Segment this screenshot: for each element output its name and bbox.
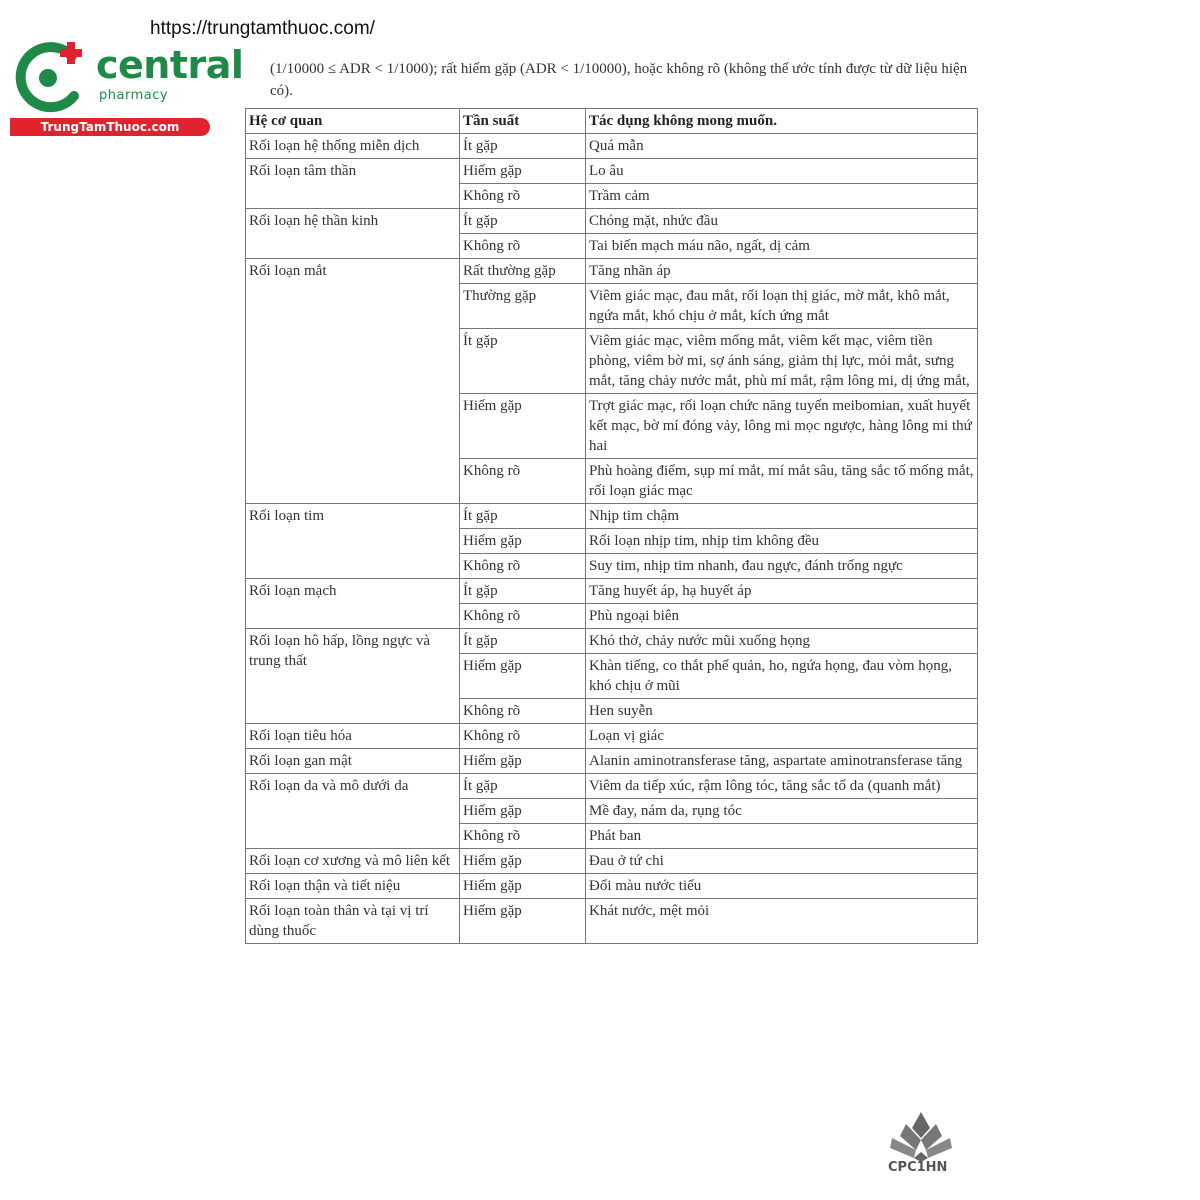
- table-row: [246, 849, 978, 874]
- table-body: [246, 134, 978, 944]
- intro-paragraph: (1/10000 ≤ ADR < 1/1000); rất hiếm gặp (ADR < 1/10000), hoặc không rõ (không thể ước tính được từ dữ liệu hiện có).: [270, 61, 968, 99]
- frequency-cell: Hiếm gặp: [460, 874, 586, 899]
- brand-banner: TrungTamThuoc.com: [10, 118, 210, 136]
- organ-system-cell: Rối loạn tiêu hóa: [246, 724, 460, 749]
- frequency-cell: Không rõ: [460, 234, 586, 259]
- frequency-cell: Hiếm gặp: [460, 159, 586, 184]
- table-row: [246, 209, 978, 234]
- table-header-row: [246, 109, 978, 134]
- frequency-cell: Không rõ: [460, 604, 586, 629]
- brand-subtitle: pharmacy: [99, 88, 169, 103]
- footer-logo-text: CPC1HN: [888, 1160, 948, 1175]
- organ-system-cell: Rối loạn tâm thần: [246, 159, 460, 209]
- effect-cell: Nhịp tim chậm: [586, 504, 978, 529]
- table-row: [246, 749, 978, 774]
- organ-system-cell: Rối loạn gan mật: [246, 749, 460, 774]
- table-row: [246, 899, 978, 944]
- table-row: [246, 874, 978, 899]
- organ-system-cell: Rối loạn mạch: [246, 579, 460, 629]
- header-organ: Hệ cơ quan: [246, 109, 460, 134]
- effect-cell: Quá mẫn: [586, 134, 978, 159]
- frequency-cell: Ít gặp: [460, 629, 586, 654]
- effect-cell: Trầm cảm: [586, 184, 978, 209]
- effect-cell: Khàn tiếng, co thắt phế quản, ho, ngứa họng, đau vòm họng, khó chịu ở mũi: [586, 654, 978, 699]
- watermark-url: https://trungtamthuoc.com/: [150, 18, 375, 39]
- effect-cell: Alanin aminotransferase tăng, aspartate aminotransferase tăng: [586, 749, 978, 774]
- frequency-cell: Hiếm gặp: [460, 394, 586, 459]
- frequency-cell: Ít gặp: [460, 209, 586, 234]
- effect-cell: Viêm giác mạc, đau mắt, rối loạn thị giác, mờ mắt, khô mắt, ngứa mắt, khó chịu ở mắt, kích ứng mắt: [586, 284, 978, 329]
- frequency-cell: Thường gặp: [460, 284, 586, 329]
- organ-system-cell: Rối loạn hệ thần kinh: [246, 209, 460, 259]
- table-row: [246, 629, 978, 654]
- organ-system-cell: Rối loạn tim: [246, 504, 460, 579]
- effect-cell: Rối loạn nhịp tim, nhịp tim không đều: [586, 529, 978, 554]
- effect-cell: Khó thở, chảy nước mũi xuống họng: [586, 629, 978, 654]
- effect-cell: Trợt giác mạc, rối loạn chức năng tuyến meibomian, xuất huyết kết mạc, bờ mí đóng vảy, lông mi mọc ngược, hàng lông mi thứ hai: [586, 394, 978, 459]
- adverse-effects-table: [245, 108, 978, 944]
- table-row: [246, 259, 978, 284]
- effect-cell: Mề đay, nám da, rụng tóc: [586, 799, 978, 824]
- frequency-cell: Rất thường gặp: [460, 259, 586, 284]
- organ-system-cell: Rối loạn mắt: [246, 259, 460, 504]
- organ-system-cell: Rối loạn da và mô dưới da: [246, 774, 460, 849]
- frequency-cell: Hiếm gặp: [460, 529, 586, 554]
- effect-cell: Đổi màu nước tiểu: [586, 874, 978, 899]
- organ-system-cell: Rối loạn hệ thống miễn dịch: [246, 134, 460, 159]
- effect-cell: Suy tim, nhịp tim nhanh, đau ngực, đánh trống ngực: [586, 554, 978, 579]
- effect-cell: Hen suyễn: [586, 699, 978, 724]
- brand-logo: [10, 38, 244, 138]
- frequency-cell: Không rõ: [460, 699, 586, 724]
- frequency-cell: Hiếm gặp: [460, 899, 586, 944]
- effect-cell: Phù ngoại biên: [586, 604, 978, 629]
- frequency-cell: Không rõ: [460, 724, 586, 749]
- table-row: [246, 134, 978, 159]
- organ-system-cell: Rối loạn thận và tiết niệu: [246, 874, 460, 899]
- effect-cell: Tăng huyết áp, hạ huyết áp: [586, 579, 978, 604]
- frequency-cell: Ít gặp: [460, 329, 586, 394]
- effect-cell: Viêm giác mạc, viêm mống mắt, viêm kết mạc, viêm tiền phòng, viêm bờ mi, sợ ánh sáng, giảm thị lực, mỏi mắt, sưng mắt, tăng chảy nước mắt, phù mí mắt, rậm lông mi, dị ứng mắt,: [586, 329, 978, 394]
- effect-cell: Phát ban: [586, 824, 978, 849]
- table-row: [246, 159, 978, 184]
- frequency-cell: Không rõ: [460, 184, 586, 209]
- organ-system-cell: Rối loạn hô hấp, lồng ngực và trung thất: [246, 629, 460, 724]
- frequency-cell: Hiếm gặp: [460, 799, 586, 824]
- effect-cell: Phù hoàng điểm, sụp mí mắt, mí mắt sâu, tăng sắc tố mống mắt, rối loạn giác mạc: [586, 459, 978, 504]
- effect-cell: Tai biến mạch máu não, ngất, dị cảm: [586, 234, 978, 259]
- effect-cell: Viêm da tiếp xúc, rậm lông tóc, tăng sắc tố da (quanh mắt): [586, 774, 978, 799]
- frequency-cell: Ít gặp: [460, 504, 586, 529]
- frequency-cell: Hiếm gặp: [460, 654, 586, 699]
- table-row: [246, 579, 978, 604]
- effect-cell: Tăng nhãn áp: [586, 259, 978, 284]
- frequency-cell: Hiếm gặp: [460, 849, 586, 874]
- effect-cell: Lo âu: [586, 159, 978, 184]
- table-row: [246, 724, 978, 749]
- frequency-cell: Hiếm gặp: [460, 749, 586, 774]
- effect-cell: Loạn vị giác: [586, 724, 978, 749]
- organ-system-cell: Rối loạn cơ xương và mô liên kết: [246, 849, 460, 874]
- organ-system-cell: Rối loạn toàn thân và tại vị trí dùng thuốc: [246, 899, 460, 944]
- effect-cell: Chóng mặt, nhức đầu: [586, 209, 978, 234]
- frequency-cell: Không rõ: [460, 824, 586, 849]
- frequency-cell: Ít gặp: [460, 579, 586, 604]
- table-row: [246, 504, 978, 529]
- frequency-cell: Ít gặp: [460, 134, 586, 159]
- header-frequency: Tần suất: [460, 109, 586, 134]
- frequency-cell: Ít gặp: [460, 774, 586, 799]
- effect-cell: Khát nước, mệt mỏi: [586, 899, 978, 944]
- table-row: [246, 774, 978, 799]
- effect-cell: Đau ở tứ chi: [586, 849, 978, 874]
- brand-name: central: [96, 43, 244, 87]
- central-pharmacy-logo-icon: [10, 38, 94, 118]
- frequency-cell: Không rõ: [460, 459, 586, 504]
- header-effect: Tác dụng không mong muốn.: [586, 109, 978, 134]
- frequency-cell: Không rõ: [460, 554, 586, 579]
